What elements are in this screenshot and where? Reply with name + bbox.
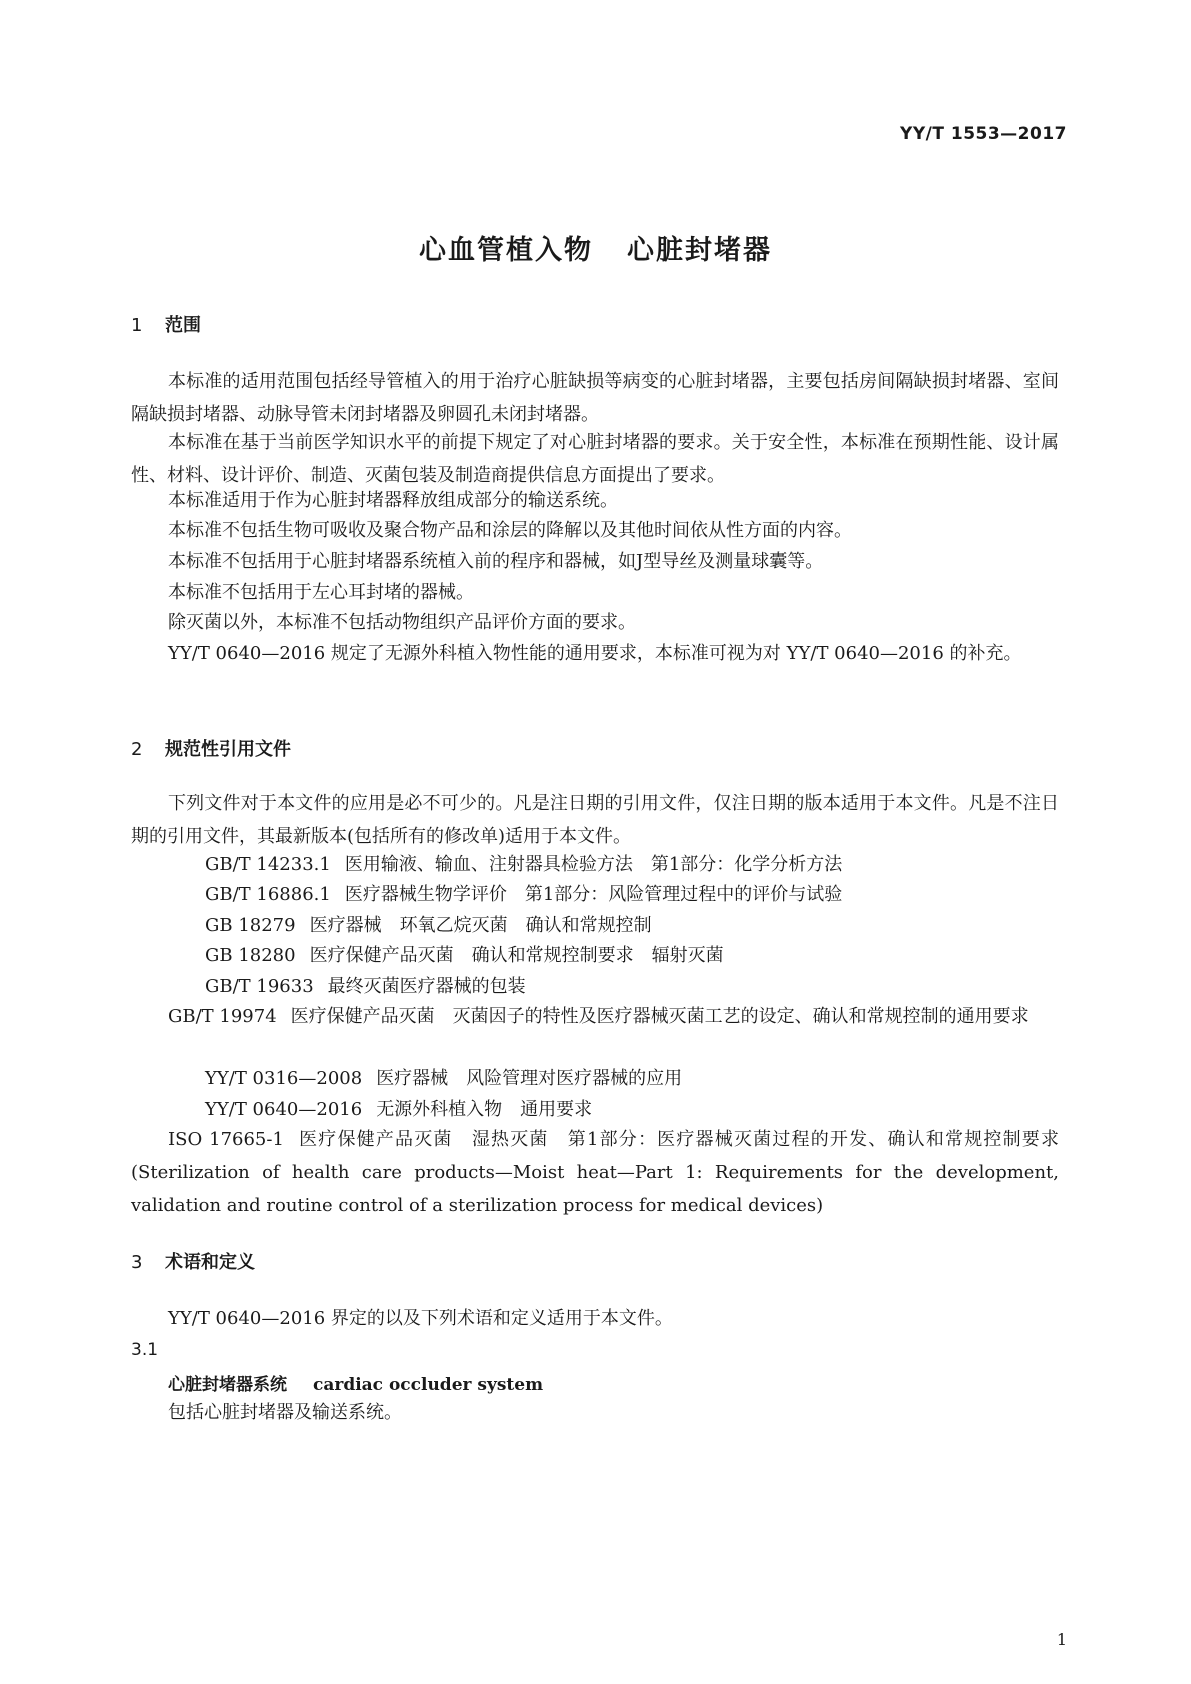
reference-item — [131, 878, 1059, 911]
scope-paragraph-1: 本标准的适用范围包括经导管植入的用于治疗心脏缺损等病变的心脏封堵器，主要包括房间隔缺损封堵器、室间隔缺损封堵器、动脉导管未闭封堵器及卵圆孔未闭封堵器。 — [131, 371, 1059, 425]
reference-code: GB 18280 — [205, 945, 296, 966]
clause-number: 3.1 — [131, 1340, 159, 1360]
reference-title: 医疗保健产品灭菌 湿热灭菌 第1部分：医疗器械灭菌过程的开发、确认和常规控制要求(Sterilization of health care products—Moist heat—Part 1: Requirements for the development, validation and routine control of a sterilization process for medical devices) — [131, 1129, 1059, 1216]
scope-paragraph-7: 除灭菌以外，本标准不包括动物组织产品评价方面的要求。 — [168, 612, 636, 633]
section-number: 2 — [131, 739, 143, 760]
title-part-2: 心脏封堵器 — [627, 235, 772, 266]
reference-title: 无源外科植入物 通用要求 — [376, 1099, 593, 1120]
reference-code: YY/T 0640—2016 — [205, 1099, 363, 1120]
reference-code: GB 18279 — [205, 915, 296, 936]
reference-title: 医疗保健产品灭菌 灭菌因子的特性及医疗器械灭菌工艺的设定、确认和常规控制的通用要求 — [290, 1006, 1029, 1027]
term-definition: 包括心脏封堵器及输送系统。 — [168, 1402, 402, 1423]
section-title: 术语和定义 — [165, 1252, 255, 1273]
reference-title: 医疗器械生物学评价 第1部分：风险管理过程中的评价与试验 — [344, 884, 843, 905]
section-title: 规范性引用文件 — [165, 739, 291, 760]
scope-paragraph-8: YY/T 0640—2016 规定了无源外科植入物性能的通用要求，本标准可视为对 YY/T 0640—2016 的补充。 — [168, 643, 1022, 664]
reference-code: GB/T 19633 — [205, 976, 314, 997]
section-number: 1 — [131, 315, 143, 336]
reference-item — [131, 970, 1059, 1003]
section-3-heading — [131, 1248, 255, 1274]
reference-item — [131, 909, 1059, 942]
standard-code: YY/T 1553—2017 — [900, 124, 1067, 144]
reference-code: ISO 17665-1 — [168, 1129, 284, 1150]
section-1-heading — [131, 311, 201, 337]
reference-title: 医疗器械 环氧乙烷灭菌 确认和常规控制 — [309, 915, 652, 936]
reference-code: GB/T 14233.1 — [205, 854, 331, 875]
normative-intro: 下列文件对于本文件的应用是必不可少的。凡是注日期的引用文件，仅注日期的版本适用于本文件。凡是不注日期的引用文件，其最新版本(包括所有的修改单)适用于本文件。 — [131, 793, 1059, 847]
scope-paragraph-3: 本标准适用于作为心脏封堵器释放组成部分的输送系统。 — [168, 490, 618, 511]
reference-item — [131, 1000, 1059, 1033]
scope-paragraph-4: 本标准不包括生物可吸收及聚合物产品和涂层的降解以及其他时间依从性方面的内容。 — [168, 520, 852, 541]
term-entry — [168, 1370, 543, 1395]
section-title: 范围 — [165, 315, 201, 336]
term-english: cardiac occluder system — [313, 1375, 544, 1395]
reference-code: GB/T 19974 — [168, 1006, 277, 1027]
reference-title: 医用输液、输血、注射器具检验方法 第1部分：化学分析方法 — [344, 854, 843, 875]
section-number: 3 — [131, 1252, 143, 1273]
scope-paragraph-6: 本标准不包括用于左心耳封堵的器械。 — [168, 582, 474, 603]
section-2-heading — [131, 735, 291, 761]
document-title — [0, 228, 1191, 267]
reference-item — [131, 848, 1059, 881]
reference-title: 医疗保健产品灭菌 确认和常规控制要求 辐射灭菌 — [309, 945, 724, 966]
reference-item — [131, 939, 1059, 972]
reference-title: 医疗器械 风险管理对医疗器械的应用 — [376, 1068, 683, 1089]
scope-paragraph-2: 本标准在基于当前医学知识水平的前提下规定了对心脏封堵器的要求。关于安全性，本标准在预期性能、设计属性、材料、设计评价、制造、灭菌包装及制造商提供信息方面提出了要求。 — [131, 432, 1059, 486]
reference-item — [131, 1062, 1059, 1095]
terms-intro: YY/T 0640—2016 界定的以及下列术语和定义适用于本文件。 — [168, 1308, 673, 1329]
reference-code: GB/T 16886.1 — [205, 884, 331, 905]
page-number: 1 — [1056, 1630, 1067, 1649]
title-part-1: 心血管植入物 — [419, 235, 593, 266]
reference-item — [131, 1093, 1059, 1126]
term-chinese: 心脏封堵器系统 — [168, 1375, 287, 1395]
scope-paragraph-5: 本标准不包括用于心脏封堵器系统植入前的程序和器械，如J型导丝及测量球囊等。 — [168, 551, 824, 572]
reference-title: 最终灭菌医疗器械的包装 — [327, 976, 526, 997]
reference-code: YY/T 0316—2008 — [205, 1068, 363, 1089]
reference-item — [131, 1123, 1059, 1222]
